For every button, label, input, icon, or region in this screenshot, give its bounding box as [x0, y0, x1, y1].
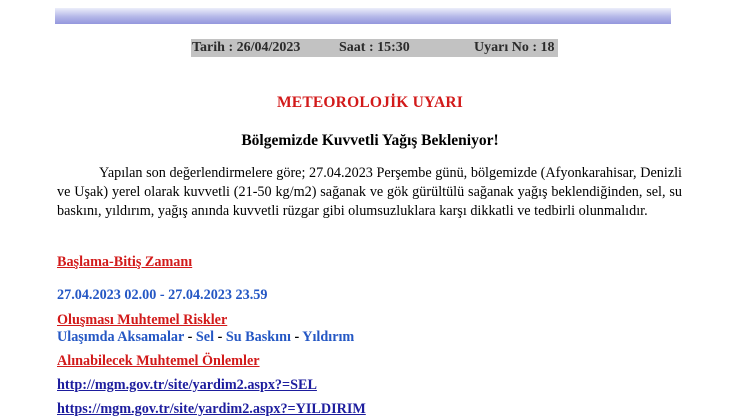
risk-item: Ulaşımda Aksamalar: [57, 329, 185, 345]
risk-item: Yıldırım: [302, 329, 355, 345]
risk-item: Su Baskını: [225, 329, 291, 345]
link-yildirim[interactable]: https://mgm.gov.tr/site/yardim2.aspx?=YILDIRIM: [57, 401, 366, 417]
risk-separator: -: [290, 329, 303, 345]
period-heading: Başlama-Bitiş Zamanı: [57, 254, 193, 270]
risk-item: Sel: [195, 329, 215, 345]
measures-heading: Alınabilecek Muhtemel Önlemler: [57, 353, 260, 369]
warning-time: Saat : 15:30: [339, 40, 410, 55]
link-sel[interactable]: http://mgm.gov.tr/site/yardim2.aspx?=SEL: [57, 377, 317, 393]
warning-number: Uyarı No : 18: [474, 40, 555, 55]
warning-date: Tarih : 26/04/2023: [192, 40, 301, 55]
warning-body-text: Yapılan son değerlendirmelere göre; 27.04.2023 Perşembe günü, bölgemizde (Afyonkarahisar, Denizli ve Uşak) yerel olarak kuvvetli (21-50 kg/m2) sağanak ve gök gürültülü sağanak yağış beklendiğinden, sel, su baskını, yıldırım, yağış anında kuvvetli rüzgar gibi olumsuzluklara karşı dikkatli ve tedbirli olunmalıdır.: [57, 165, 682, 219]
warning-headline: Bölgemizde Kuvvetli Yağış Bekleniyor!: [241, 132, 499, 149]
risk-separator: -: [184, 329, 196, 345]
risks-heading: Oluşması Muhtemel Riskler: [57, 312, 228, 328]
top-decorative-band: [55, 8, 671, 24]
period-value: 27.04.2023 02.00 - 27.04.2023 23.59: [57, 287, 268, 303]
risk-separator: -: [214, 329, 226, 345]
warning-info-bar: [191, 39, 558, 57]
risks-list: [57, 329, 354, 346]
document-title: METEOROLOJİK UYARI: [276, 94, 464, 111]
